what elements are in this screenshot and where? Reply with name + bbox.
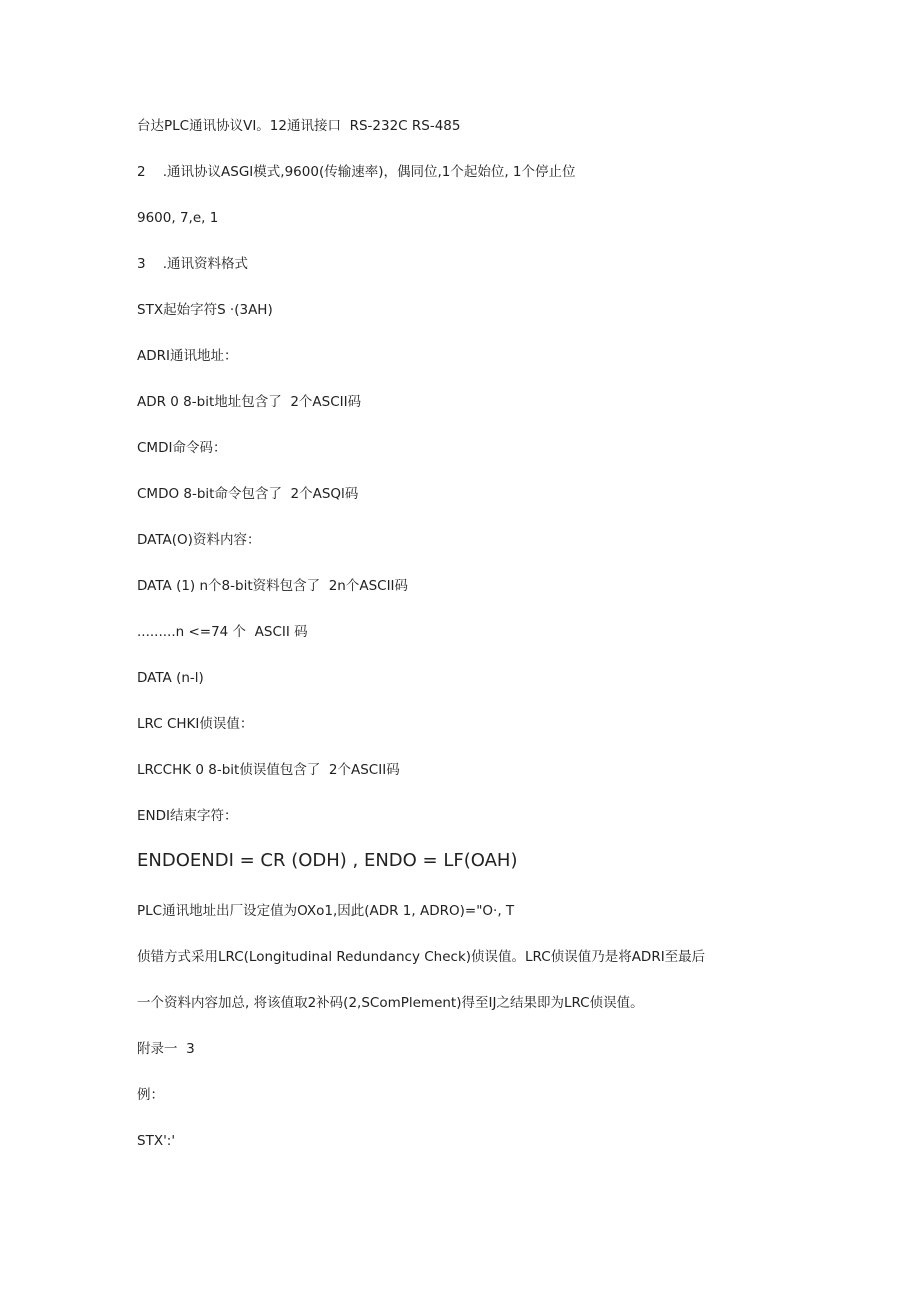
end-chars-line: ENDOENDI = CR (ODH) , ENDO = LF(OAH) — [137, 850, 518, 871]
stx-example-line: STX':' — [137, 1133, 176, 1149]
adr0-line: ADR 0 8-bit地址包含了 2个ASCII码 — [137, 394, 362, 410]
appendix-line: 附录一 3 — [137, 1041, 195, 1057]
plc-address-line: PLC通讯地址出厂设定值为OXo1,因此(ADR 1, ADRO)="O·, T — [137, 903, 515, 919]
cmd0-line: CMDO 8-bit命令包含了 2个ASQl码 — [137, 486, 359, 502]
data-n-line: DATA (n-l) — [137, 670, 204, 686]
lrc-chk0-line: LRCCHK 0 8-bit侦误值包含了 2个ASCII码 — [137, 762, 400, 778]
data0-line: DATA(O)资料内容： — [137, 532, 261, 548]
data-limit-line: .........n <=74 个 ASCII 码 — [137, 624, 308, 640]
example-label: 例： — [137, 1087, 164, 1103]
data1-line: DATA (1) n个8-bit资料包含了 2n个ASCII码 — [137, 578, 409, 594]
lrc-chk1-line: LRC CHKI侦误值： — [137, 716, 254, 732]
stx-line: STX起始字符S ·(3AH) — [137, 302, 273, 318]
end1-line: ENDI结束字符： — [137, 808, 238, 824]
adr1-line: ADRI通讯地址： — [137, 348, 238, 364]
protocol-title-line: 台达PLC通讯协议VI。12通讯接口 RS-232C RS-485 — [137, 118, 461, 134]
lrc-description-line-2: 一个资料内容加总, 将该值取2补码(2,SComPlement)得至IJ之结果即为LRC侦误值。 — [137, 995, 644, 1011]
cmd1-line: CMDI命令码： — [137, 440, 227, 456]
protocol-mode-line: 2 .通讯协议ASGI模式,9600(传输速率)，偶同位,1个起始位, 1个停止位 — [137, 164, 576, 180]
lrc-description-line-1: 侦错方式采用LRC(Longitudinal Redundancy Check)侦误值。LRC侦误值乃是将ADRI至最后 — [137, 949, 706, 965]
data-format-heading: 3 .通讯资料格式 — [137, 256, 249, 272]
serial-settings-line: 9600, 7,e, 1 — [137, 210, 219, 226]
